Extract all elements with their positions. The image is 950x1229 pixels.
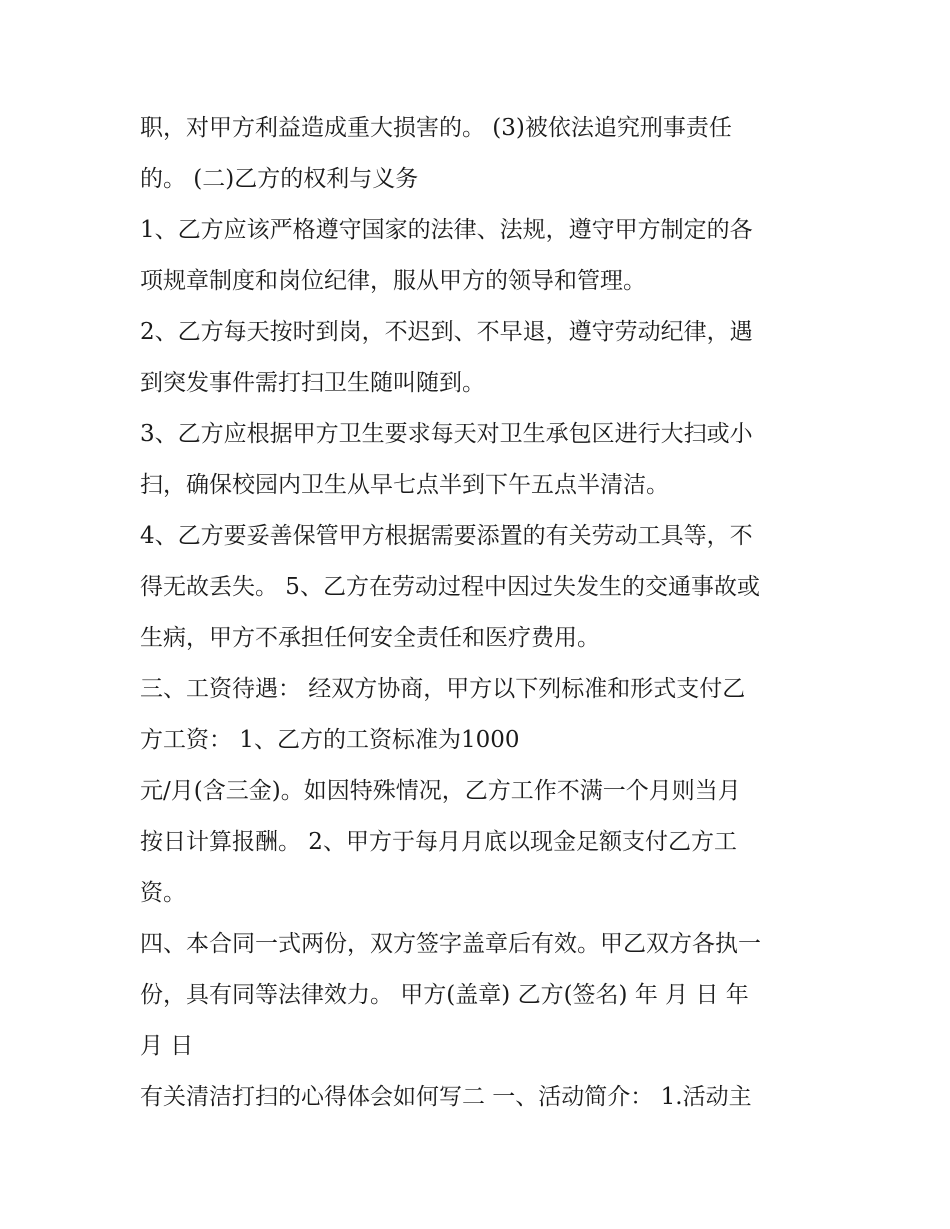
text-line: 得无故丢失。 5、乙方在劳动过程中因过失发生的交通事故或 bbox=[140, 574, 760, 600]
text-line: 月 日 bbox=[140, 1033, 194, 1059]
text-line: 项规章制度和岗位纪律，服从甲方的领导和管理。 bbox=[140, 268, 646, 294]
text-line: 有关清洁打扫的心得体会如何写二 一、活动简介： 1.活动主 bbox=[140, 1084, 752, 1110]
text-line: 职，对甲方利益造成重大损害的。 (3)被依法追究刑事责任 bbox=[140, 115, 732, 141]
text-line: 扫，确保校园内卫生从早七点半到下午五点半清洁。 bbox=[140, 472, 669, 498]
text-line: 3、乙方应根据甲方卫生要求每天对卫生承包区进行大扫或小 bbox=[140, 421, 753, 447]
text-line: 1、乙方应该严格遵守国家的法律、法规，遵守甲方制定的各 bbox=[140, 217, 753, 243]
document-body bbox=[140, 103, 830, 1123]
text-line: 2、乙方每天按时到岗，不迟到、不早退，遵守劳动纪律，遇 bbox=[140, 319, 753, 345]
text-line: 生病，甲方不承担任何安全责任和医疗费用。 bbox=[140, 625, 600, 651]
text-line: 4、乙方要妥善保管甲方根据需要添置的有关劳动工具等，不 bbox=[140, 523, 753, 549]
text-line: 元/月(含三金)。如因特殊情况，乙方工作不满一个月则当月 bbox=[140, 778, 741, 804]
text-line: 三、工资待遇： 经双方协商，甲方以下列标准和形式支付乙 bbox=[140, 676, 746, 702]
text-line: 按日计算报酬。 2、甲方于每月月底以现金足额支付乙方工 bbox=[140, 829, 737, 855]
text-line: 的。 (二)乙方的权利与义务 bbox=[140, 166, 419, 192]
text-line: 方工资： 1、乙方的工资标准为1000 bbox=[140, 727, 520, 753]
text-line: 资。 bbox=[140, 880, 186, 906]
text-line: 份，具有同等法律效力。 甲方(盖章) 乙方(签名) 年 月 日 年 bbox=[140, 982, 749, 1008]
text-line: 四、本合同一式两份，双方签字盖章后有效。甲乙双方各执一 bbox=[140, 931, 761, 957]
text-line: 到突发事件需打扫卫生随叫随到。 bbox=[140, 370, 485, 396]
